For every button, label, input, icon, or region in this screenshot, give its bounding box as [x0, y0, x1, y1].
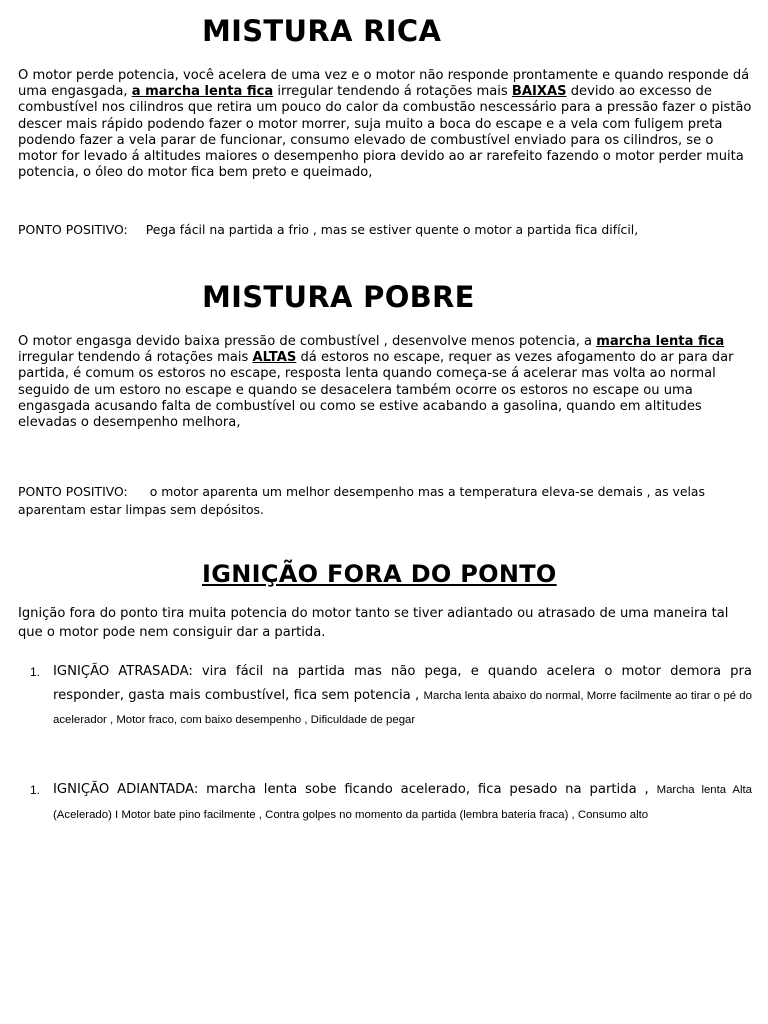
underline-marcha-lenta: marcha lenta fica: [596, 334, 725, 349]
paragraph-ignicao-intro: Ignição fora do ponto tira muita potencia do motor tanto se tiver adiantado ou atrasado de uma maneira tal que o motor pode nem consiguir dar a partida.: [18, 606, 729, 640]
heading-ignicao-fora-do-ponto: IGNIÇÃO FORA DO PONTO: [202, 560, 557, 588]
ponto-positivo-label: PONTO POSITIVO:: [18, 222, 128, 237]
paragraph-mistura-pobre: O motor engasga devido baixa pressão de combustível , desenvolve menos potencia, a marcha lenta fica irregular tendendo á rotações mais ALTAS dá estoros no escape, requer as vezes afogamento do ar para dar partida, é comum os estoros no escape, resposta lenta quando começa-se á acelerar mas volta ao normal seguido de um estoro no escape e quando se desacelera também ocorre os estoros no escape ou uma engasgada acusando falta de combustível ou como se estive acabando a gasolina, quando em altitudes elevadas o desempenho melhora,: [18, 334, 734, 431]
underline-altas: ALTAS: [252, 350, 297, 366]
list-item-ignicao-adiantada: 1. IGNIÇÃO ADIANTADA: marcha lenta sobe ficando acelerado, fica pesado na partida , Marcha lenta Alta (Acelerado) I Motor bate pino facilmente , Contra golpes no momento da partida (lembra bateria fraca) , Consumo alto: [18, 778, 752, 827]
heading-mistura-rica: MISTURA RICA: [202, 14, 442, 48]
list-number: 1.: [30, 665, 41, 679]
list-item-ignicao-atrasada: 1. IGNIÇÃO ATRASADA: vira fácil na partida mas não pega, e quando acelera o motor demora pra responder, gasta mais combustível, fica sem potencia , Marcha lenta abaixo do normal, Morre facilmente ao tirar o pé do acelerador , Motor fraco, com baixo desempenho , Dificuldade de pegar: [18, 660, 752, 733]
ponto-positivo-pobre: [18, 483, 758, 519]
ponto-positivo-rica: [18, 221, 758, 239]
ponto-positivo-text: o motor aparenta um melhor desempenho mas a temperatura eleva-se demais , as velas aparentam estar limpas sem depósitos.: [18, 484, 705, 517]
ponto-positivo-label: PONTO POSITIVO:: [18, 484, 128, 499]
underline-marcha-lenta: a marcha lenta fica: [131, 84, 274, 100]
list-number: 1.: [30, 783, 41, 797]
heading-mistura-pobre: MISTURA POBRE: [202, 280, 475, 314]
paragraph-mistura-rica: O motor perde potencia, você acelera de uma vez e o motor não responde prontamente e quando responde dá uma engasgada, a marcha lenta fica irregular tendendo á rotações mais BAIXAS devido ao excesso de combustível nos cilindros que retira um pouco do calor da combustão nescessário para a pressão fazer o pistão descer mais rápido podendo fazer o motor morrer, suja muito a boca do escape e a vela com fuligem preta podendo fazer a vela parar de funcionar, consumo elevado de combustível enviado para os cilindros, se o motor for levado á altitudes maiores o desempenho piora devido ao ar rarefeito fazendo o motor perder muita potencia, o óleo do motor fica bem preto e queimado,: [18, 68, 752, 181]
underline-baixas: BAIXAS: [511, 84, 567, 100]
ponto-positivo-text: Pega fácil na partida a frio , mas se estiver quente o motor a partida fica difícil,: [145, 222, 639, 237]
